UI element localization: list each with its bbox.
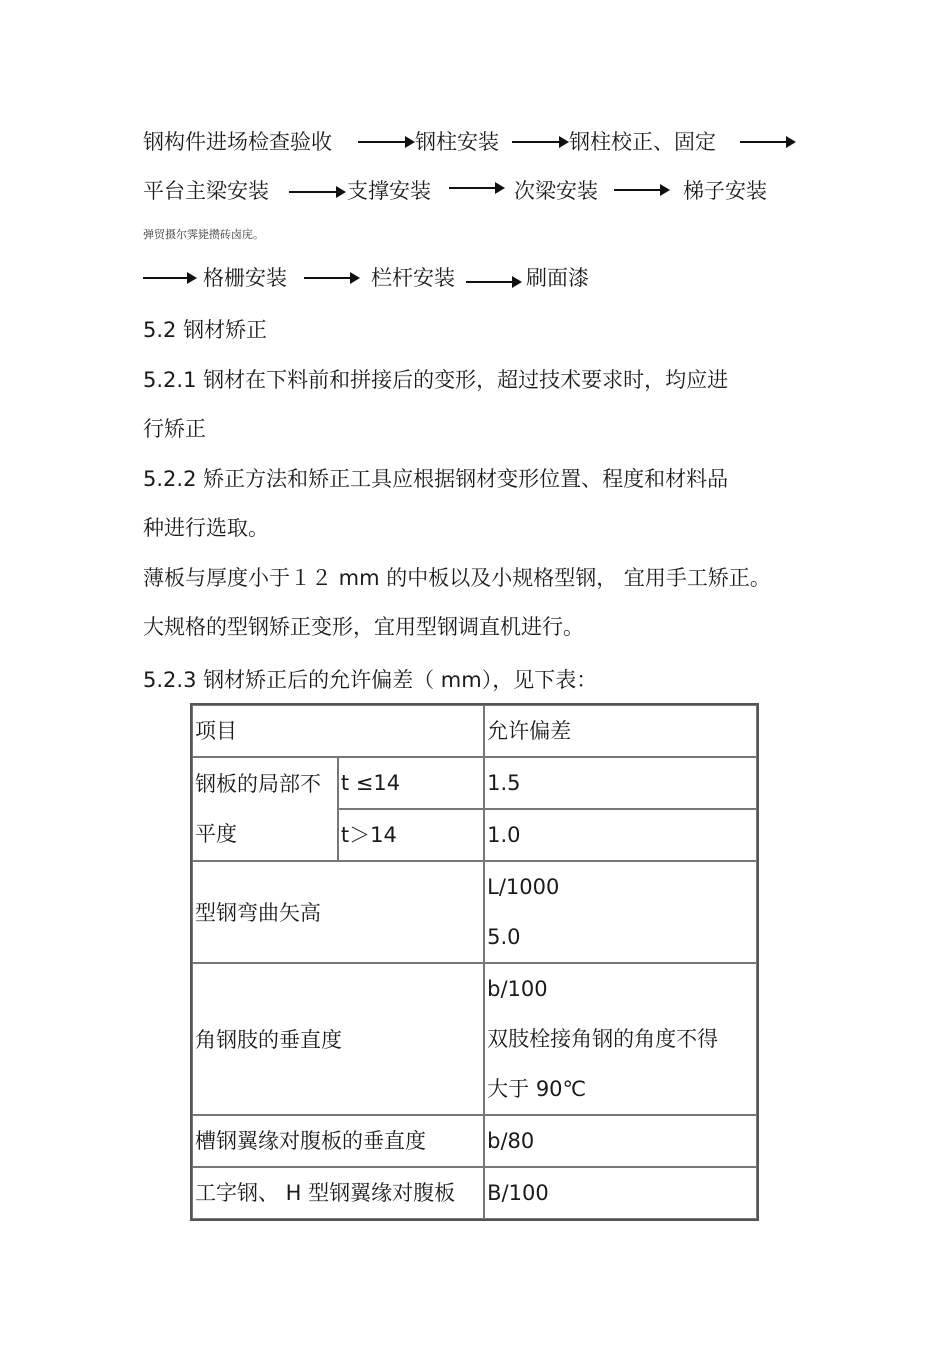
flow-step-main-beam: 平台主梁安装: [143, 179, 269, 203]
header-allowable: 允许偏差: [484, 705, 757, 757]
flow-arrow-icon: [614, 184, 670, 196]
table-row: [192, 757, 757, 809]
flow-arrow-icon: [304, 272, 360, 284]
ibeam-val: B/100: [484, 1167, 757, 1219]
garbled-note: 弹贸摄尔霁毙攒砖卤庑。: [143, 228, 264, 241]
plate-val1: 1.5: [484, 757, 757, 809]
plate-sub2: t＞14: [338, 809, 484, 861]
flow-step-incoming-inspection: 钢构件进场检查验收: [143, 130, 332, 154]
flow-step-secondary-beam: 次梁安装: [514, 179, 598, 203]
paragraph-5-2-1-line2: 行矫正: [143, 417, 206, 441]
table-row: [192, 1115, 757, 1167]
bend-value-cell: [484, 861, 757, 963]
header-item: 项目: [192, 705, 484, 757]
angle-val-line2: 双肢栓接角钢的角度不得: [487, 1027, 719, 1051]
flow-step-grating: 格栅安装: [203, 266, 287, 290]
table-row: [192, 1167, 757, 1219]
table-row: [192, 861, 757, 963]
flow-arrow-icon: [289, 186, 346, 198]
paragraph-large-section: 大规格的型钢矫正变形，宜用型钢调直机进行。: [143, 615, 584, 639]
flow-arrow-icon: [740, 136, 796, 148]
bend-val-line1: L/1000: [487, 875, 560, 899]
angle-val-line3: 大于 90℃: [487, 1077, 587, 1101]
bend-val-line2: 5.0: [487, 925, 521, 949]
bend-label: 型钢弯曲矢高: [192, 861, 484, 963]
table-header-row: [192, 705, 757, 757]
paragraph-thin-plate: 薄板与厚度小于１２ mm 的中板以及小规格型钢， 宜用手工矫正。: [143, 566, 771, 590]
flow-arrow-icon: [449, 182, 505, 194]
angle-val-line1: b/100: [487, 977, 548, 1001]
section-heading: 5.2 钢材矫正: [143, 318, 268, 342]
flow-arrow-icon: [358, 136, 415, 148]
flow-step-painting: 刷面漆: [526, 266, 589, 290]
flow-arrow-icon: [512, 136, 569, 148]
flow-arrow-icon: [143, 272, 197, 284]
channel-val: b/80: [484, 1115, 757, 1167]
flow-step-ladder: 梯子安装: [683, 179, 767, 203]
paragraph-5-2-3: 5.2.3 钢材矫正后的允许偏差（ mm），见下表：: [143, 668, 598, 692]
plate-label-cell: [192, 757, 338, 861]
paragraph-5-2-2-line2: 种进行选取。: [143, 516, 269, 540]
table-row: [192, 963, 757, 1115]
flow-step-column-install: 钢柱安装: [415, 130, 499, 154]
plate-label-line1: 钢板的局部不: [195, 772, 321, 796]
paragraph-5-2-2-line1: 5.2.2 矫正方法和矫正工具应根据钢材变形位置、程度和材料品: [143, 467, 729, 491]
flow-step-bracing: 支撑安装: [347, 179, 431, 203]
flow-step-railing: 栏杆安装: [371, 266, 455, 290]
plate-val2: 1.0: [484, 809, 757, 861]
channel-label: 槽钢翼缘对腹板的垂直度: [192, 1115, 484, 1167]
plate-sub1: t ≤14: [338, 757, 484, 809]
ibeam-label: 工字钢、 H 型钢翼缘对腹板: [192, 1167, 484, 1219]
angle-label: 角钢肢的垂直度: [192, 963, 484, 1115]
angle-value-cell: [484, 963, 757, 1115]
paragraph-5-2-1-line1: 5.2.1 钢材在下料前和拼接后的变形，超过技术要求时，均应进: [143, 368, 729, 392]
deviation-table: [190, 703, 759, 1221]
flow-step-column-fix: 钢柱校正、固定: [569, 130, 716, 154]
flow-arrow-icon: [466, 276, 522, 288]
plate-label-line2: 平度: [195, 822, 237, 846]
